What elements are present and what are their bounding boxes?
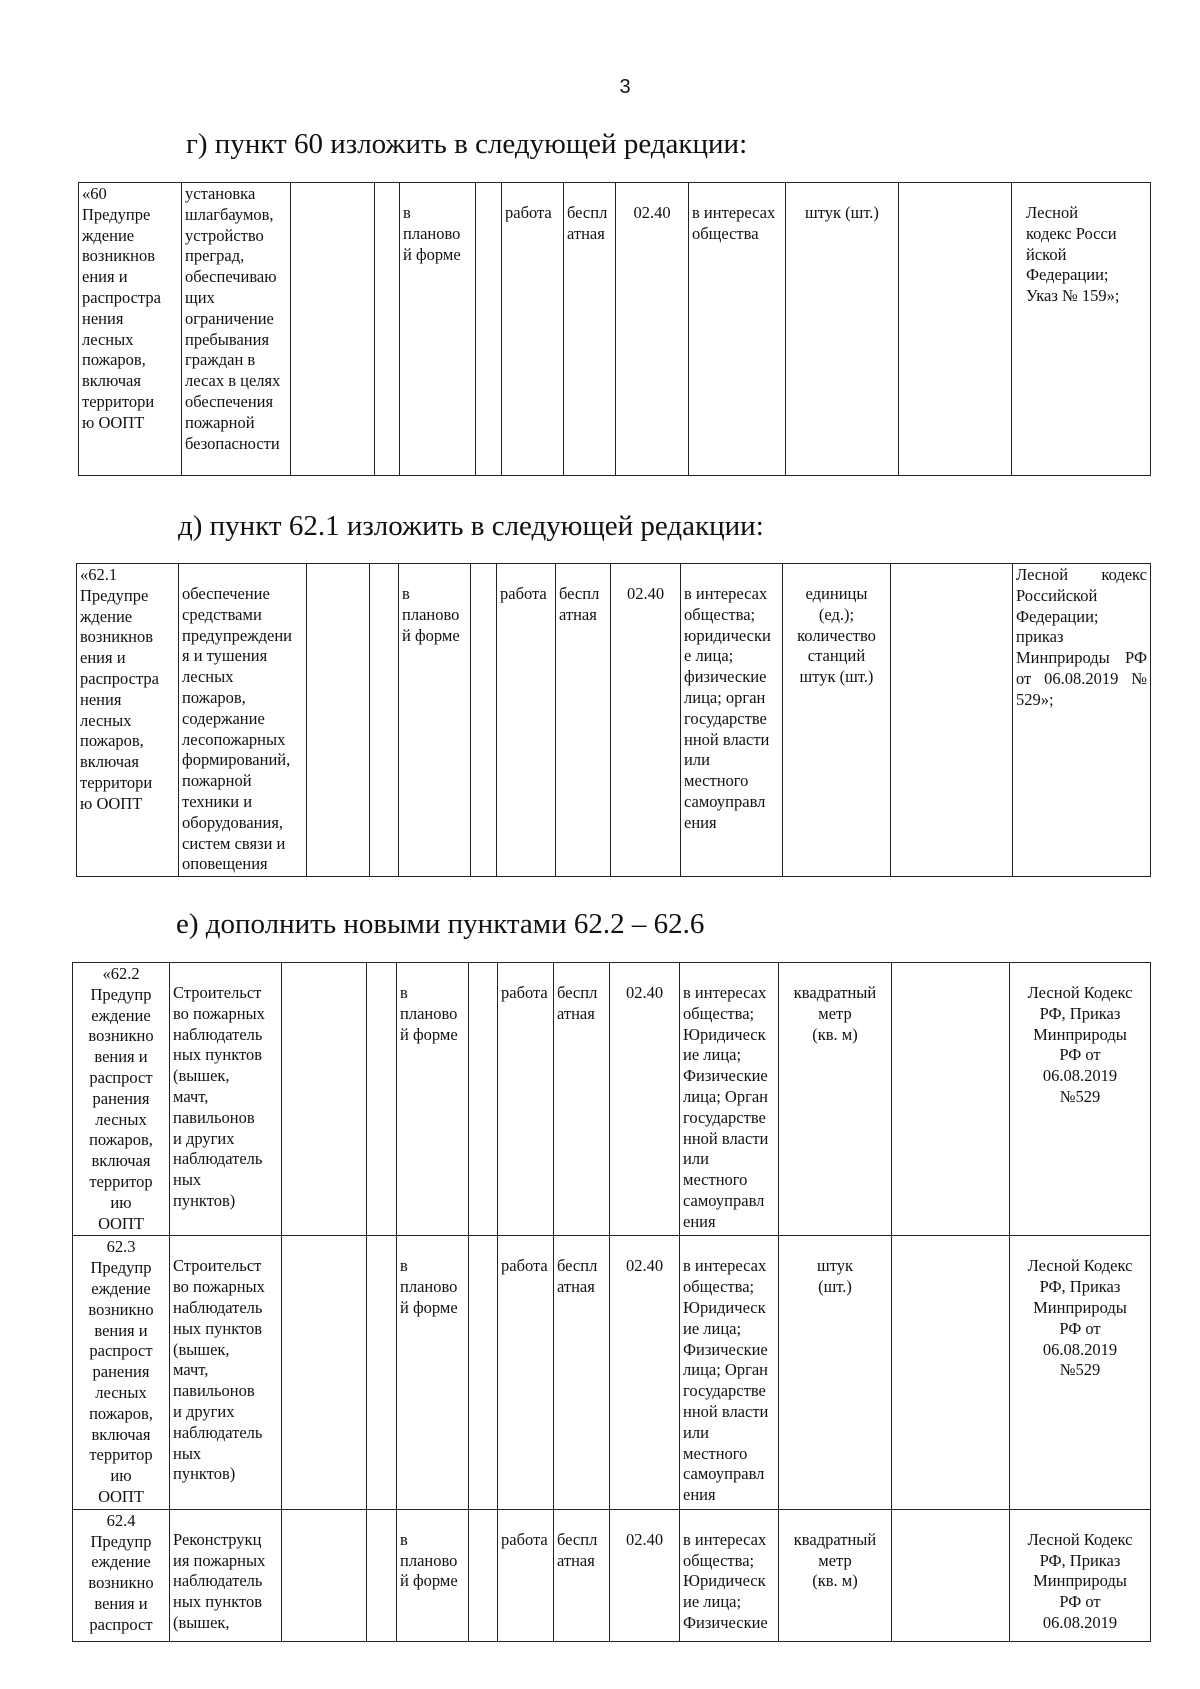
cell-form: в планово й форме <box>397 1236 469 1509</box>
table-item-60 <box>78 182 1151 476</box>
cell-basis: Лесной кодекс Росси йской Федерации; Указ № 159»; <box>1012 183 1151 476</box>
cell-unit: штук (шт.) <box>786 183 899 476</box>
cell-blank <box>891 564 1013 877</box>
cell-payment: беспл атная <box>554 1509 610 1641</box>
cell-measure: 62.4 Предупр еждение возникно вения и распрост <box>73 1509 170 1641</box>
cell-blank <box>892 1236 1010 1509</box>
heading-new-items: е) дополнить новыми пунктами 62.2 – 62.6 <box>176 908 705 940</box>
cell-activity: Реконструкц ия пожарных наблюдатель ных пунктов (вышек, <box>170 1509 282 1641</box>
cell-activity: установка шлагбаумов, устройство преград, обеспечиваю щих ограничение пребывания граждан в лесах в целях обеспечения пожарной безопасности <box>182 183 291 476</box>
cell-consumers: в интересах общества <box>689 183 786 476</box>
table-new-items <box>72 962 1151 1642</box>
table-row <box>79 183 1151 476</box>
cell-blank <box>282 1509 367 1641</box>
cell-code: 02.40 <box>610 1236 680 1509</box>
cell-code: 02.40 <box>610 1509 680 1641</box>
cell-consumers: в интересах общества; юридически е лица; физические лица; орган государстве нной власти или местного самоуправл ения <box>681 564 783 877</box>
cell-unit: штук (шт.) <box>779 1236 892 1509</box>
cell-form: в планово й форме <box>399 564 471 877</box>
cell-code: 02.40 <box>611 564 681 877</box>
cell-basis: Лесной кодекс Российской Федерации; приказ Минприроды РФ от 06.08.2019 № 529»; <box>1013 564 1151 877</box>
cell-blank <box>899 183 1012 476</box>
cell-blank <box>476 183 502 476</box>
cell-blank <box>471 564 497 877</box>
cell-measure: 62.3 Предупр еждение возникно вения и распрост ранения лесных пожаров, включая территор ию ООПТ <box>73 1236 170 1509</box>
cell-form: в планово й форме <box>397 1509 469 1641</box>
cell-basis: Лесной Кодекс РФ, Приказ Минприроды РФ от 06.08.2019 №529 <box>1010 1236 1151 1509</box>
cell-code: 02.40 <box>610 963 680 1236</box>
table-row <box>77 564 1151 877</box>
cell-activity: Строительст во пожарных наблюдатель ных пунктов (вышек, мачт, павильонов и других наблюдатель ных пунктов) <box>170 963 282 1236</box>
cell-payment: беспл атная <box>554 963 610 1236</box>
cell-blank <box>367 963 397 1236</box>
cell-blank <box>307 564 370 877</box>
cell-type: работа <box>498 963 554 1236</box>
heading-item-60: г) пункт 60 изложить в следующей редакции: <box>186 128 748 160</box>
cell-consumers: в интересах общества; Юридическ ие лица; Физические лица; Орган государстве нной власти или местного самоуправл ения <box>680 963 779 1236</box>
cell-blank <box>367 1236 397 1509</box>
cell-unit: квадратный метр (кв. м) <box>779 963 892 1236</box>
cell-blank <box>370 564 399 877</box>
cell-consumers: в интересах общества; Юридическ ие лица; Физические лица; Орган государстве нной власти или местного самоуправл ения <box>680 1236 779 1509</box>
cell-form: в планово й форме <box>400 183 476 476</box>
cell-blank <box>282 963 367 1236</box>
table-row <box>73 1509 1151 1641</box>
cell-form: в планово й форме <box>397 963 469 1236</box>
cell-measure: «60 Предупре ждение возникнов ения и распростра нения лесных пожаров, включая территори ю ООПТ <box>79 183 182 476</box>
cell-activity: обеспечение средствами предупреждени я и тушения лесных пожаров, содержание лесопожарных формирований, пожарной техники и оборудования, систем связи и оповещения <box>179 564 307 877</box>
cell-blank <box>375 183 400 476</box>
cell-blank <box>367 1509 397 1641</box>
cell-measure: «62.1 Предупре ждение возникнов ения и распростра нения лесных пожаров, включая территори ю ООПТ <box>77 564 179 877</box>
cell-payment: беспл атная <box>554 1236 610 1509</box>
cell-basis: Лесной Кодекс РФ, Приказ Минприроды РФ от 06.08.2019 №529 <box>1010 963 1151 1236</box>
cell-blank <box>469 963 498 1236</box>
page-number: 3 <box>619 76 631 98</box>
table-row <box>73 1236 1151 1509</box>
cell-payment: беспл атная <box>556 564 611 877</box>
cell-measure: «62.2 Предупр еждение возникно вения и распрост ранения лесных пожаров, включая территор ию ООПТ <box>73 963 170 1236</box>
cell-type: работа <box>498 1509 554 1641</box>
cell-unit: единицы (ед.); количество станций штук (шт.) <box>783 564 891 877</box>
cell-type: работа <box>502 183 564 476</box>
cell-blank <box>469 1509 498 1641</box>
cell-code: 02.40 <box>616 183 689 476</box>
cell-blank <box>892 1509 1010 1641</box>
cell-blank <box>469 1236 498 1509</box>
cell-type: работа <box>497 564 556 877</box>
heading-item-62-1: д) пункт 62.1 изложить в следующей редакции: <box>178 510 764 542</box>
cell-consumers: в интересах общества; Юридическ ие лица; Физические <box>680 1509 779 1641</box>
cell-unit: квадратный метр (кв. м) <box>779 1509 892 1641</box>
cell-blank <box>892 963 1010 1236</box>
cell-blank <box>291 183 375 476</box>
table-item-62-1 <box>76 563 1151 877</box>
cell-basis: Лесной Кодекс РФ, Приказ Минприроды РФ от 06.08.2019 <box>1010 1509 1151 1641</box>
cell-activity: Строительст во пожарных наблюдатель ных пунктов (вышек, мачт, павильонов и других наблюдатель ных пунктов) <box>170 1236 282 1509</box>
cell-payment: беспл атная <box>564 183 616 476</box>
cell-blank <box>282 1236 367 1509</box>
cell-type: работа <box>498 1236 554 1509</box>
table-row <box>73 963 1151 1236</box>
